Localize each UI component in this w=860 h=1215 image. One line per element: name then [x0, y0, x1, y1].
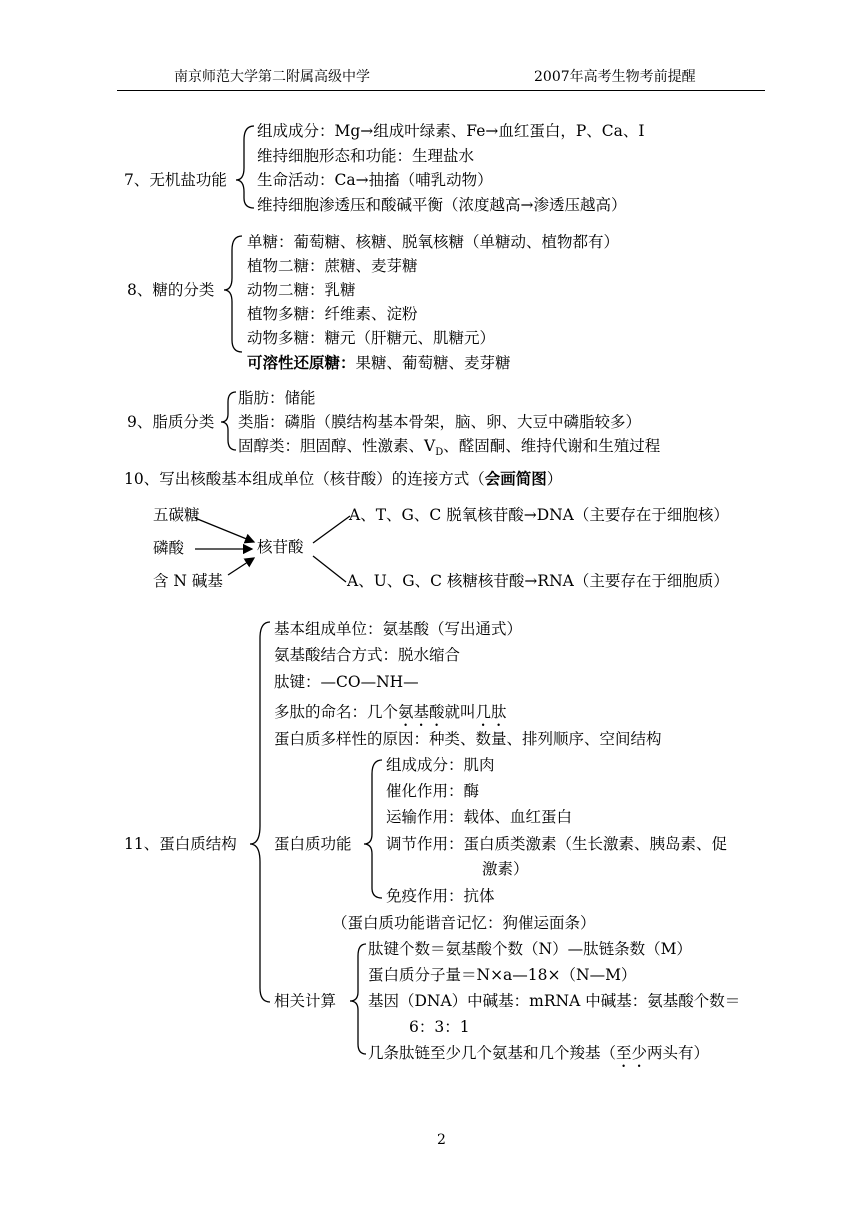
- s10-nucleotide: 核苷酸: [257, 538, 304, 556]
- arrow-base: [228, 558, 254, 575]
- s10-rna-branch: A、U、G、C 核糖核苷酸→RNA（主要存在于细胞质）: [347, 572, 729, 590]
- s9-item: 脂肪：储能: [238, 389, 316, 407]
- s11-calc-item: 基因（DNA）中碱基：mRNA 中碱基：氨基酸个数＝: [368, 992, 741, 1010]
- s10-input-phosphate: 磷酸: [153, 539, 185, 557]
- s7-item: 维持细胞渗透压和酸碱平衡（浓度越高→渗透压越高）: [257, 196, 627, 214]
- s8-reducing-label: 可溶性还原糖：: [247, 354, 356, 372]
- s11-calc-last-b: 两头有）: [647, 1044, 710, 1062]
- s7-item: 组成成分：Mg→组成叶绿素、Fe→血红蛋白，P、Ca、I: [257, 122, 645, 140]
- s11-item: 氨基酸结合方式：脱水缩合: [274, 646, 461, 664]
- s10-input-base: 含 N 碱基: [153, 572, 223, 590]
- s11-item: 基本组成单位：氨基酸（写出通式）: [274, 620, 523, 638]
- s11-naming-b: 就叫: [444, 703, 476, 721]
- s11-function-item: 组成成分：肌肉: [386, 756, 495, 774]
- branch-rna: [313, 556, 346, 582]
- s8-reducing-value: 果糖、葡萄糖、麦芽糖: [355, 354, 511, 372]
- s11-function-item: 调节作用：蛋白质类激素（生长激素、胰岛素、促: [386, 835, 728, 853]
- page-number: 2: [437, 1132, 446, 1148]
- s10-dna-branch: A、T、G、C 脱氧核苷酸→DNA（主要存在于细胞核）: [349, 506, 729, 524]
- brace-functions: [364, 760, 382, 898]
- s8-item: 动物多糖：糖元（肝糖元、肌糖元）: [247, 329, 496, 347]
- s9-item: 类脂：磷脂（膜结构基本骨架，脑、卵、大豆中磷脂较多）: [238, 413, 642, 431]
- s11-function-item: 催化作用：酶: [386, 782, 480, 800]
- brace-s8: [224, 236, 242, 352]
- s11-calc-last-dot: 至少: [616, 1044, 648, 1062]
- brace-calcs: [350, 944, 366, 1054]
- s11-item: 肽键：—CO—NH—: [274, 673, 419, 691]
- s11-mnemonic: （蛋白质功能谐音记忆：狗催运面条）: [332, 914, 596, 932]
- s10-title-b: ）: [546, 470, 563, 488]
- s8-item: 单糖：葡萄糖、核糖、脱氧核糖（单糖动、植物都有）: [247, 233, 620, 251]
- s10-title-a: 10、写出核酸基本组成单位（核苷酸）的连接方式（: [124, 470, 485, 488]
- s7-item: 维持细胞形态和功能：生理盐水: [257, 147, 475, 165]
- s11-calc-label: 相关计算: [274, 992, 337, 1010]
- s11-calc-item: 6：3：1: [409, 1018, 470, 1036]
- branch-dna: [313, 516, 350, 543]
- section-8-title: 8、糖的分类: [127, 281, 215, 299]
- s7-item: 生命活动：Ca→抽搐（哺乳动物）: [257, 171, 493, 189]
- s11-calc-last-a: 几条肽链至少几个氨基和几个羧基（: [368, 1044, 617, 1062]
- s11-naming-dot2: 几肽: [475, 703, 507, 721]
- s9-sterol-b: 、醛固酮、维持代谢和生殖过程: [443, 437, 661, 455]
- brace-s7: [236, 126, 254, 208]
- section-11-title: 11、蛋白质结构: [124, 835, 237, 853]
- s11-function-item: 免疫作用：抗体: [386, 887, 495, 905]
- s11-function-item: 激素）: [482, 860, 529, 878]
- s11-naming-dot1: 氨基酸: [398, 703, 445, 721]
- s11-calc-item: 肽键个数＝氨基酸个数（N）—肽链条数（M）: [368, 940, 692, 958]
- s8-item: 植物二糖：蔗糖、麦芽糖: [247, 257, 418, 275]
- s11-function-item: 运输作用：载体、血红蛋白: [386, 808, 573, 826]
- s8-item: 动物二糖：乳糖: [247, 281, 356, 299]
- s11-calc-item: 蛋白质分子量＝N×a—18×（N—M）: [368, 966, 637, 984]
- brace-s9: [221, 392, 236, 450]
- s11-diversity: 蛋白质多样性的原因：种类、数量、排列顺序、空间结构: [274, 730, 662, 748]
- section-7-title: 7、无机盐功能: [124, 171, 227, 189]
- s9-sterol-a: 固醇类：胆固醇、性激素、V: [238, 437, 436, 455]
- header-school: 南京师范大学第二附属高级中学: [174, 69, 370, 85]
- s8-item: 植物多糖：纤维素、淀粉: [247, 305, 418, 323]
- header-title: 2007年高考生物考前提醒: [534, 69, 696, 85]
- section-9-title: 9、脂质分类: [127, 413, 215, 431]
- s11-function-label: 蛋白质功能: [274, 835, 352, 853]
- brace-s11: [250, 622, 270, 1002]
- s10-input-pentose: 五碳糖: [153, 506, 200, 524]
- s9-sterol-sub: D: [435, 447, 444, 459]
- s11-naming-a: 多肽的命名：几个: [274, 703, 399, 721]
- arrow-pentose: [195, 518, 254, 542]
- s10-title-bold: 会画简图: [484, 470, 547, 488]
